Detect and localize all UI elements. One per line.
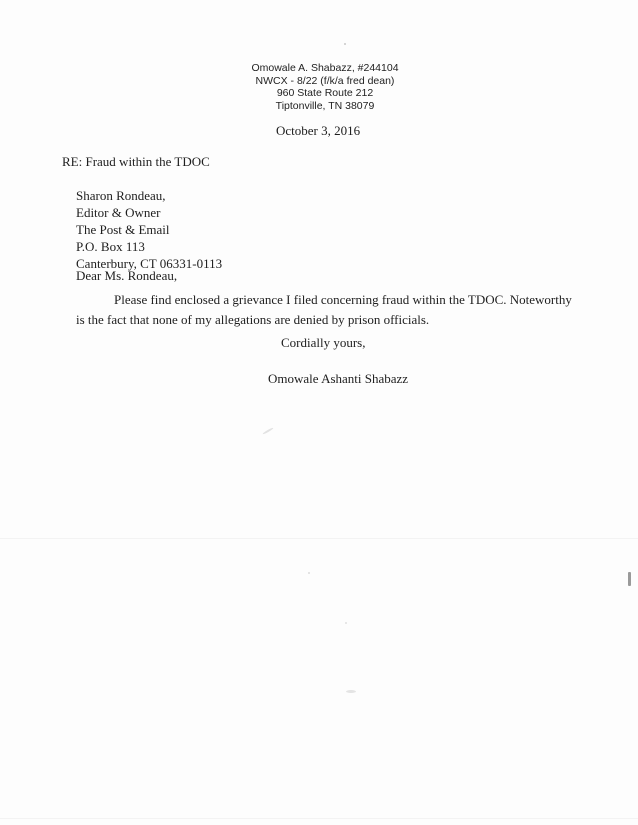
scan-speck — [345, 622, 347, 624]
sender-city-line: Tiptonville, TN 38079 — [275, 99, 375, 112]
sender-street-line: 960 State Route 212 — [276, 87, 374, 99]
closing: Cordially yours, — [281, 335, 366, 350]
scan-speck — [346, 690, 356, 693]
letter-date: October 3, 2016 — [276, 123, 361, 138]
salutation: Dear Ms. Rondeau, — [76, 268, 178, 283]
scan-artifact-line — [0, 538, 638, 539]
signature-name: Omowale Ashanti Shabazz — [268, 371, 409, 386]
sender-unit-line: NWCX - 8/22 (f/k/a fred dean) — [255, 74, 395, 87]
edge-mark — [628, 572, 631, 586]
sender-address-block — [246, 62, 404, 112]
scan-speck — [262, 427, 273, 435]
subject-line: RE: Fraud within the TDOC — [62, 154, 210, 169]
sender-name-line: Omowale A. Shabazz, #244104 — [251, 62, 399, 74]
scan-artifact-line — [0, 818, 638, 819]
recipient-organization: The Post & Email — [76, 222, 170, 237]
recipient-address-block — [76, 187, 222, 272]
recipient-name: Sharon Rondeau, — [76, 188, 166, 203]
body-paragraph-line-1: Please find enclosed a grievance I filed concerning fraud within the TDOC. Noteworthy — [114, 292, 572, 307]
recipient-po-box: P.O. Box 113 — [76, 239, 145, 254]
scan-speck — [344, 43, 346, 45]
recipient-city-state-zip: Canterbury, CT 06331-0113 — [76, 256, 223, 271]
scan-speck — [308, 572, 310, 574]
recipient-title: Editor & Owner — [76, 205, 161, 220]
body-paragraph-line-2: is the fact that none of my allegations are denied by prison officials. — [76, 312, 430, 327]
